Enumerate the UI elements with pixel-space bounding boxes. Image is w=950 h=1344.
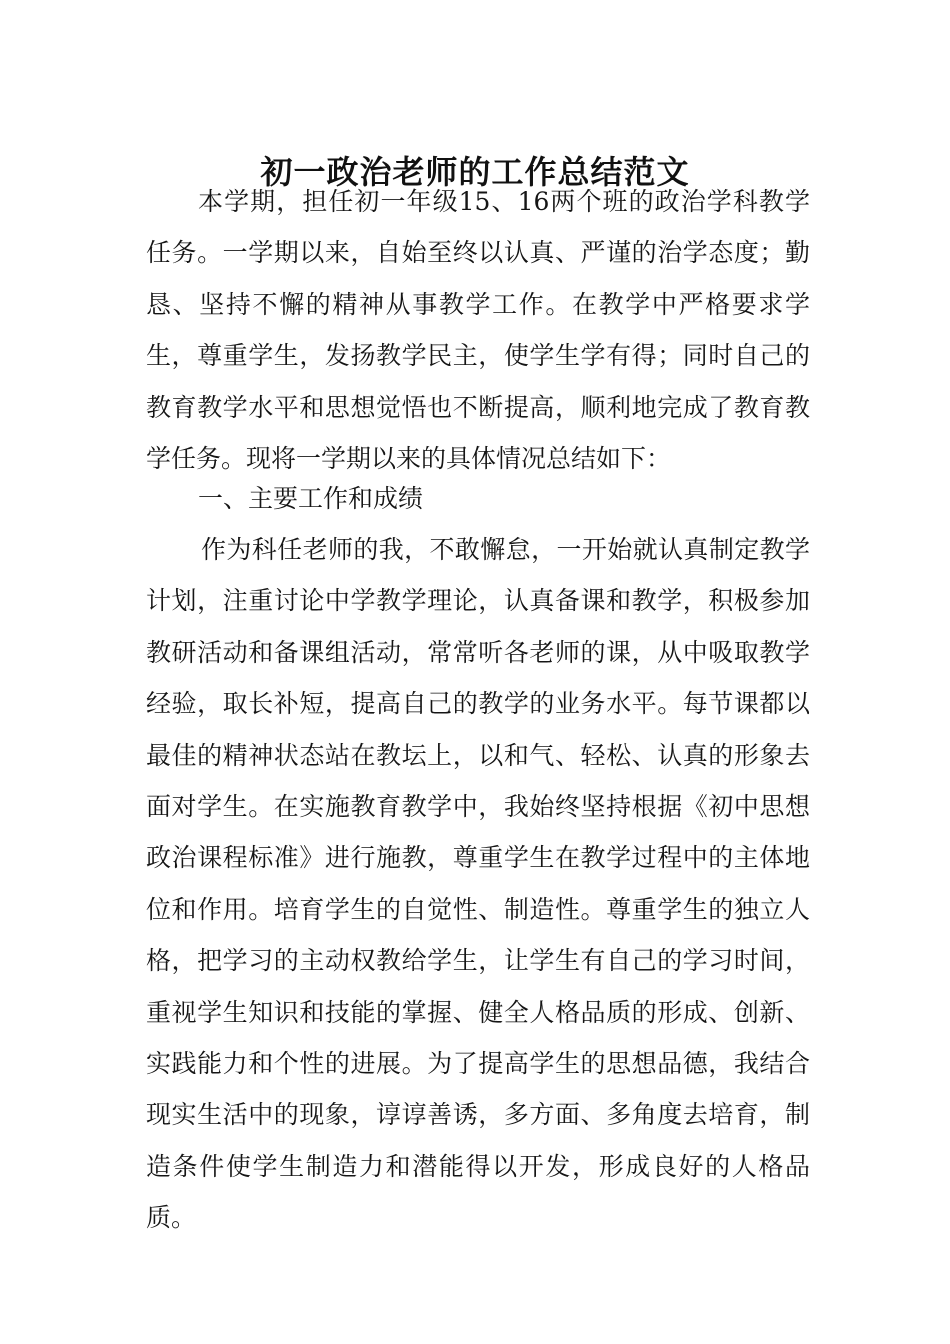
intro-paragraph: 本学期，担任初一年级15、16两个班的政治学科教学任务。一学期以来，自始至终以认真、严谨的治学态度；勤恳、坚持不懈的精神从事教学工作。在教学中严格要求学生，尊重学生，发扬教学民主，使学生学有得；同时自己的教育教学水平和思想觉悟也不断提高，顺利地完成了教育教学任务。现将一学期以来的具体情况总结如下： [146,187,810,474]
main-work-paragraph: 作为科任老师的我，不敢懈怠，一开始就认真制定教学计划，注重讨论中学教学理论，认真备课和教学，积极参加教研活动和备课组活动，常常听各老师的课，从中吸取教学经验，取长补短，提高自己的教学的业务水平。每节课都以最佳的精神状态站在教坛上，以和气、轻松、认真的形象去面对学生。在实施教育教学中，我始终坚持根据《初中思想政治课程标准》进行施教，尊重学生在教学过程中的主体地位和作用。培育学生的自觉性、制造性。尊重学生的独立人格，把学习的主动权教给学生，让学生有自己的学习时间，重视学生知识和技能的掌握、健全人格品质的形成、创新、实践能力和个性的进展。为了提高学生的思想品德，我结合现实生活中的现象，谆谆善诱，多方面、多角度去培育，制造条件使学生制造力和潜能得以开发，形成良好的人格品质。 [146,535,810,1233]
document-title: 初一政治老师的工作总结范文 [260,153,690,192]
section-heading-main-work: 一、主要工作和成绩 [198,484,424,513]
